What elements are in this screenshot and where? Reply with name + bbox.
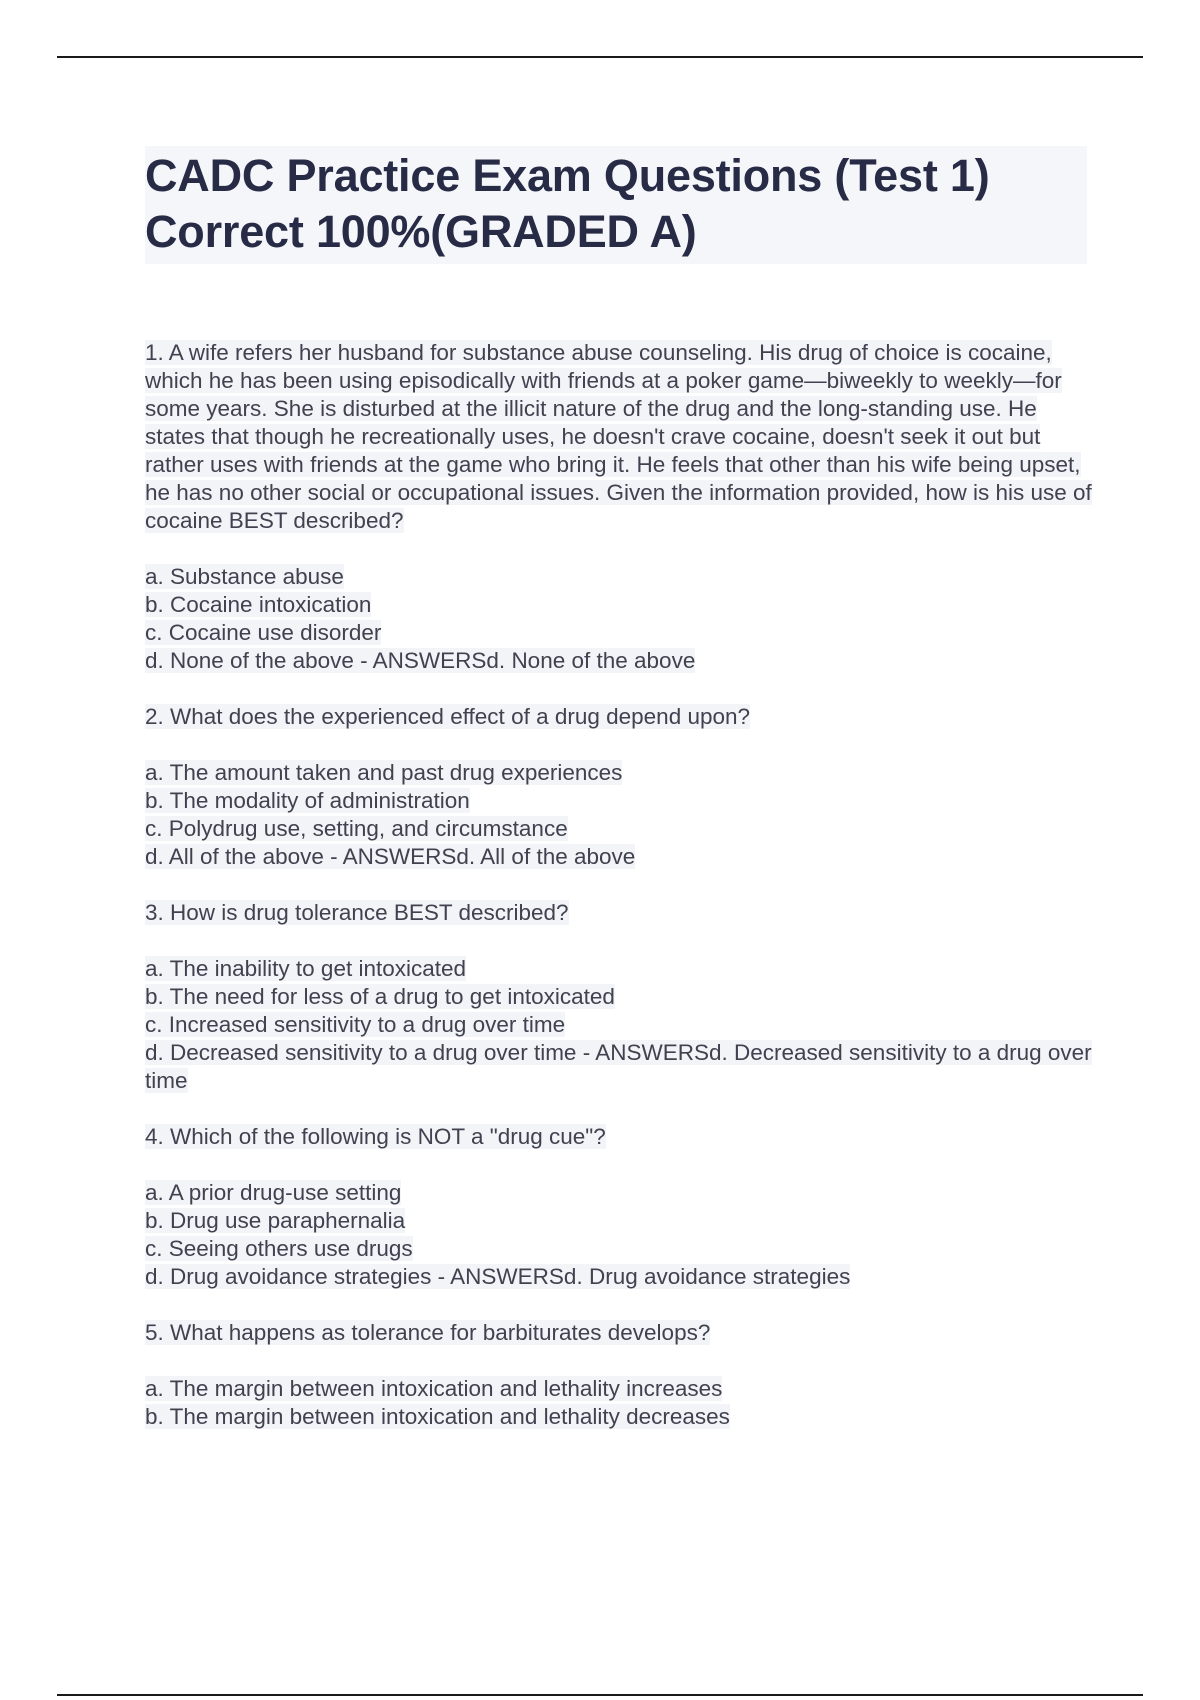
question-4-options xyxy=(145,1179,1095,1291)
option-d-answer: d. All of the above - ANSWERSd. All of the above xyxy=(145,844,636,869)
option-c: c. Increased sensitivity to a drug over time xyxy=(145,1012,566,1037)
question-2 xyxy=(145,703,1095,731)
option-c: c. Polydrug use, setting, and circumstance xyxy=(145,816,568,841)
question-3-options xyxy=(145,955,1095,1095)
question-1-options xyxy=(145,563,1095,675)
option-b: b. The need for less of a drug to get intoxicated xyxy=(145,984,615,1009)
option-a: a. Substance abuse xyxy=(145,564,344,589)
option-d-answer: d. None of the above - ANSWERSd. None of the above xyxy=(145,648,696,673)
option-a: a. The margin between intoxication and lethality increases xyxy=(145,1376,723,1401)
question-text: 3. How is drug tolerance BEST described? xyxy=(145,900,569,925)
option-a: a. The inability to get intoxicated xyxy=(145,956,467,981)
question-text: 1. A wife refers her husband for substance abuse counseling. His drug of choice is cocaine, which he has been using episodically with friends at a poker game—biweekly to weekly—for some years. She is disturbed at the illicit nature of the drug and the long-standing use. He states that though he recreationally uses, he doesn't crave cocaine, doesn't seek it out but rather uses with friends at the game who bring it. He feels that other than his wife being upset, he has no other social or occupational issues. Given the information provided, how is his use of cocaine BEST described? xyxy=(145,340,1092,533)
question-5-options xyxy=(145,1375,1095,1431)
question-1 xyxy=(145,339,1095,535)
question-text: 4. Which of the following is NOT a "drug cue"? xyxy=(145,1124,606,1149)
document-title: CADC Practice Exam Questions (Test 1) Correct 100%(GRADED A) xyxy=(145,150,990,257)
option-d-answer: d. Decreased sensitivity to a drug over time - ANSWERSd. Decreased sensitivity to a drug over time xyxy=(145,1040,1092,1093)
question-4 xyxy=(145,1123,1095,1151)
option-a: a. A prior drug-use setting xyxy=(145,1180,402,1205)
option-a: a. The amount taken and past drug experiences xyxy=(145,760,623,785)
option-b: b. The modality of administration xyxy=(145,788,470,813)
option-b: b. Drug use paraphernalia xyxy=(145,1208,406,1233)
option-b: b. Cocaine intoxication xyxy=(145,592,372,617)
question-3 xyxy=(145,899,1095,927)
question-list xyxy=(145,339,1095,1459)
option-b: b. The margin between intoxication and lethality decreases xyxy=(145,1404,730,1429)
option-d-answer: d. Drug avoidance strategies - ANSWERSd. Drug avoidance strategies xyxy=(145,1264,851,1289)
question-5 xyxy=(145,1319,1095,1347)
option-c: c. Seeing others use drugs xyxy=(145,1236,413,1261)
question-text: 2. What does the experienced effect of a drug depend upon? xyxy=(145,704,751,729)
question-2-options xyxy=(145,759,1095,871)
option-c: c. Cocaine use disorder xyxy=(145,620,382,645)
top-rule xyxy=(57,56,1143,58)
question-text: 5. What happens as tolerance for barbiturates develops? xyxy=(145,1320,711,1345)
bottom-rule xyxy=(57,1694,1143,1696)
title-block xyxy=(145,146,1087,264)
